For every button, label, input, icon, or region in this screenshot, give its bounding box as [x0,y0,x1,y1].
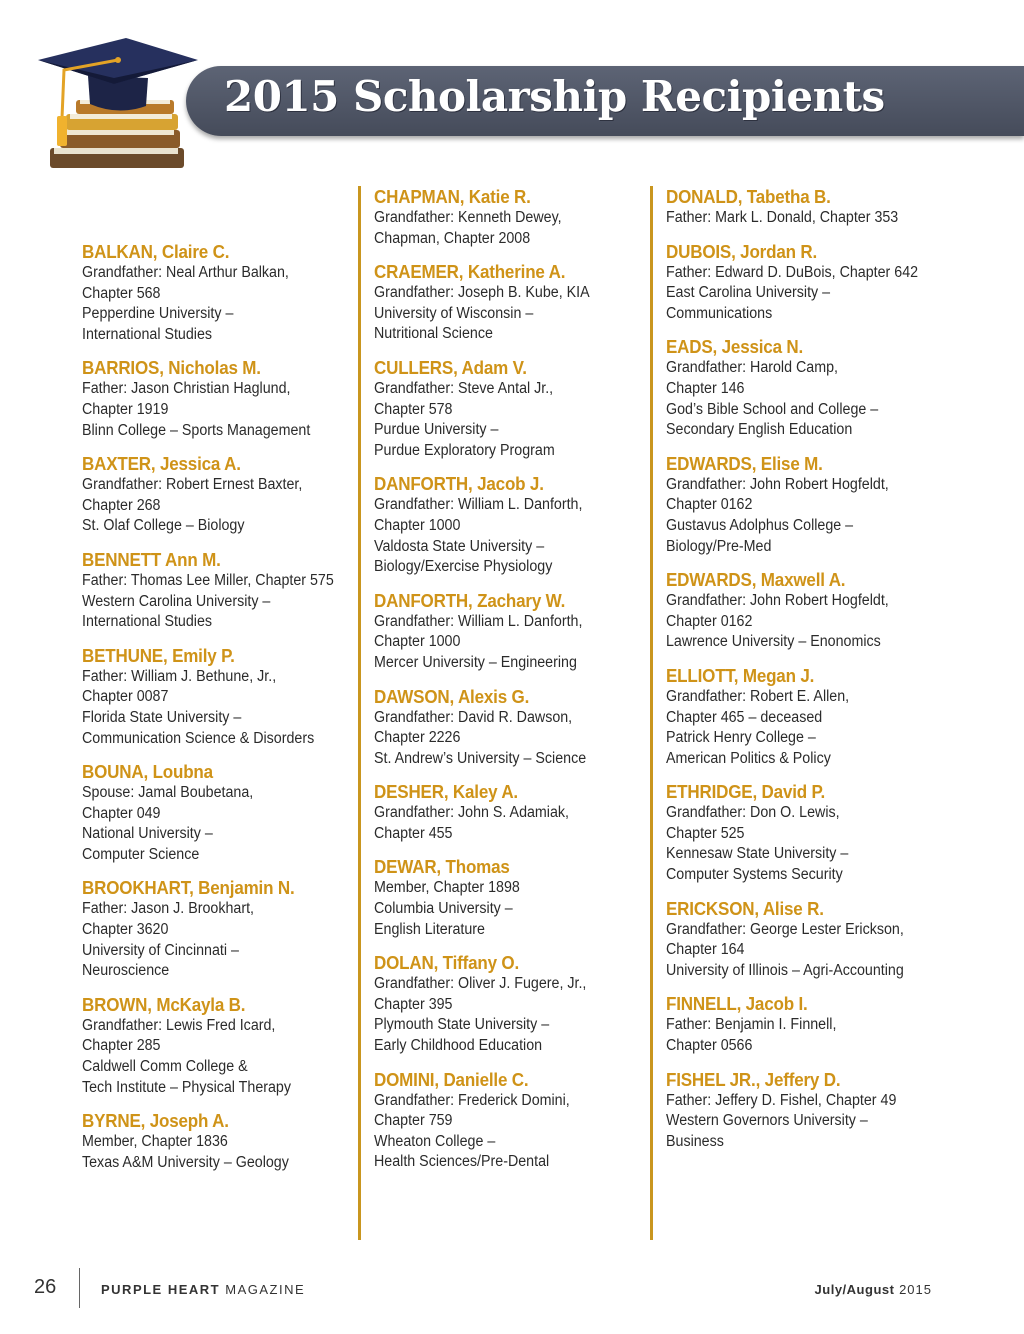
recipient-detail: Chapter 1000 [374,633,461,651]
recipient-detail: Grandfather: Oliver J. Fugere, Jr., [374,975,587,993]
recipient-entry [82,877,354,981]
recipient-detail: Kennesaw State University – [666,845,849,863]
recipient-detail: Biology/Exercise Physiology [374,558,553,576]
recipient-entry [374,1069,658,1173]
recipient-detail: Chapter 0162 [666,612,753,630]
recipient-detail: Business [666,1132,724,1150]
recipient-detail: Chapter 395 [374,995,453,1013]
recipient-detail: East Carolina University – [666,284,831,302]
recipient-name: DANFORTH, Zachary W. [374,589,566,611]
recipient-detail: Grandfather: William L. Danforth, [374,612,583,630]
recipient-name: BENNETT Ann M. [82,548,221,570]
recipient-detail: Grandfather: John S. Adamiak, [374,804,569,822]
recipient-name: DONALD, Tabetha B. [666,186,831,207]
recipient-name: DEWAR, Thomas [374,856,510,878]
recipient-detail: Western Carolina University – [82,592,271,610]
recipient-detail: Blinn College – Sports Management [82,421,311,439]
recipient-name: BETHUNE, Emily P. [82,644,235,666]
recipient-detail: Chapman, Chapter 2008 [374,229,531,247]
recipient-entry [666,336,956,440]
recipient-entry [374,952,658,1056]
recipient-detail: Chapter 455 [374,824,453,842]
recipient-detail: Chapter 0087 [82,688,169,706]
recipient-detail: Grandfather: Frederick Domini, [374,1091,570,1109]
recipient-name: DESHER, Kaley A. [374,781,518,803]
recipients-column-1 [82,241,354,1185]
page-title: 2015 Scholarship Recipients [224,72,885,121]
recipient-name: BALKAN, Claire C. [82,241,230,262]
recipient-detail: Chapter 3620 [82,921,169,939]
recipient-detail: English Literature [374,920,485,938]
recipient-detail: Chapter 465 – deceased [666,708,823,726]
recipient-detail: Lawrence University – Enonomics [666,633,881,651]
recipient-detail: Father: William J. Bethune, Jr., [82,667,277,685]
recipient-detail: National University – [82,825,213,843]
recipient-entry [374,357,658,461]
recipient-detail: Patrick Henry College – [666,729,816,747]
recipient-detail: Tech Institute – Physical Therapy [82,1078,291,1096]
recipient-name: CULLERS, Adam V. [374,356,527,378]
recipient-detail: Gustavus Adolphus College – [666,516,854,534]
recipient-entry [666,453,956,557]
recipient-detail: Grandfather: David R. Dawson, [374,708,573,726]
recipient-entry [374,856,658,940]
magazine-name-bold: PURPLE HEART [101,1282,221,1297]
recipient-entry [374,686,658,770]
recipient-detail: Member, Chapter 1836 [82,1133,228,1151]
recipient-detail: Chapter 268 [82,496,161,514]
recipient-detail: Secondary English Education [666,421,853,439]
recipient-detail: Chapter 285 [82,1037,161,1055]
recipient-detail: Chapter 049 [82,804,161,822]
recipient-entry [82,761,354,865]
recipient-name: ELLIOTT, Megan J. [666,664,815,686]
recipients-column-2 [358,186,658,1240]
recipient-name: DANFORTH, Jacob J. [374,473,544,495]
recipient-entry [82,645,354,749]
recipient-detail: Early Childhood Education [374,1037,543,1055]
recipient-entry [666,186,956,229]
recipient-detail: Father: Thomas Lee Miller, Chapter 575 [82,571,334,589]
magazine-name-rest: MAGAZINE [225,1282,306,1297]
recipient-name: CRAEMER, Katherine A. [374,261,566,283]
recipient-detail: Wheaton College – [374,1132,496,1150]
issue-months: July/August [814,1282,895,1297]
recipient-detail: Caldwell Comm College & [82,1058,248,1076]
recipient-detail: Chapter 525 [666,824,745,842]
recipient-name: EDWARDS, Elise M. [666,452,823,474]
footer-divider [79,1268,80,1308]
recipient-detail: St. Olaf College – Biology [82,517,245,535]
recipient-detail: Father: Edward D. DuBois, Chapter 642 [666,263,919,281]
recipient-entry [82,453,354,537]
recipient-name: CHAPMAN, Katie R. [374,186,531,207]
recipient-entry [82,1110,354,1173]
recipient-detail: Grandfather: Steve Antal Jr., [374,379,554,397]
recipient-detail: Grandfather: William L. Danforth, [374,496,583,514]
recipient-detail: Health Sciences/Pre-Dental [374,1153,550,1171]
recipient-name: ETHRIDGE, David P. [666,781,826,803]
recipient-entry [374,781,658,844]
recipient-detail: Valdosta State University – [374,537,545,555]
recipient-name: EADS, Jessica N. [666,336,804,358]
recipient-entry [666,898,956,982]
page-number: 26 [34,1276,57,1298]
magazine-name [101,1282,305,1297]
recipient-detail: Grandfather: Robert E. Allen, [666,687,850,705]
recipient-name: BARRIOS, Nicholas M. [82,357,261,379]
recipient-detail: Grandfather: Kenneth Dewey, [374,209,562,226]
recipient-detail: Western Governors University – [666,1112,868,1130]
recipient-name: BYRNE, Joseph A. [82,1110,229,1132]
recipient-detail: Mercer University – Engineering [374,653,577,671]
recipient-name: DOLAN, Tiffany O. [374,952,520,974]
recipient-detail: Chapter 1919 [82,400,169,418]
recipient-detail: Grandfather: Lewis Fred Icard, [82,1016,276,1034]
recipient-detail: Grandfather: Harold Camp, [666,359,838,377]
recipient-detail: Purdue University – [374,421,499,439]
recipient-detail: Chapter 2226 [374,729,461,747]
recipient-detail: Texas A&M University – Geology [82,1153,289,1171]
recipient-detail: Chapter 146 [666,379,745,397]
recipient-entry [374,473,658,577]
recipients-column-3 [650,186,956,1240]
recipient-name: BROWN, McKayla B. [82,993,246,1015]
recipient-detail: Communication Science & Disorders [82,729,315,747]
graduation-cap-books-icon [18,20,208,180]
recipient-detail: Florida State University – [82,708,242,726]
recipient-detail: Computer Science [82,845,200,863]
recipient-name: DAWSON, Alexis G. [374,685,530,707]
recipient-detail: Grandfather: Robert Ernest Baxter, [82,476,303,494]
issue-year: 2015 [899,1282,932,1297]
recipient-detail: Chapter 568 [82,284,161,302]
recipient-detail: International Studies [82,325,213,343]
recipient-name: BROOKHART, Benjamin N. [82,877,295,899]
recipient-name: DUBOIS, Jordan R. [666,240,818,262]
recipient-detail: Grandfather: George Lester Erickson, [666,920,904,938]
recipient-detail: Spouse: Jamal Boubetana, [82,784,254,802]
recipient-detail: Chapter 0566 [666,1037,753,1055]
recipient-detail: St. Andrew’s University – Science [374,749,587,767]
recipient-detail: Communications [666,304,773,322]
issue-date [815,1282,932,1297]
recipient-detail: Purdue Exploratory Program [374,441,555,459]
recipient-detail: Neuroscience [82,962,170,980]
recipient-detail: Plymouth State University – [374,1016,550,1034]
recipient-name: EDWARDS, Maxwell A. [666,569,846,591]
recipient-detail: Father: Jason Christian Haglund, [82,380,291,398]
recipient-detail: Grandfather: Neal Arthur Balkan, [82,264,289,281]
recipient-entry [666,993,956,1056]
recipient-detail: Father: Jason J. Brookhart, [82,900,254,918]
recipient-name: DOMINI, Danielle C. [374,1068,529,1090]
recipient-name: FISHEL JR., Jeffery D. [666,1068,841,1090]
recipient-detail: Chapter 164 [666,941,745,959]
recipient-detail: Nutritional Science [374,325,493,343]
recipient-detail: Pepperdine University – [82,305,234,323]
recipient-detail: Chapter 1000 [374,516,461,534]
recipient-detail: Father: Benjamin I. Finnell, [666,1016,837,1034]
recipient-entry [666,1069,956,1153]
recipient-detail: Father: Jeffery D. Fishel, Chapter 49 [666,1091,897,1109]
recipient-entry [82,357,354,441]
recipient-entry [666,569,956,653]
recipient-detail: Chapter 0162 [666,496,753,514]
recipient-detail: Father: Mark L. Donald, Chapter 353 [666,209,899,226]
recipient-detail: God’s Bible School and College – [666,400,879,418]
recipient-name: BAXTER, Jessica A. [82,453,241,475]
recipient-entry [374,261,658,345]
recipient-detail: Grandfather: Don O. Lewis, [666,804,840,822]
recipient-detail: Grandfather: John Robert Hogfeldt, [666,592,889,610]
recipient-detail: International Studies [82,613,213,631]
recipient-detail: University of Illinois – Agri-Accounting [666,961,904,979]
recipient-detail: Grandfather: Joseph B. Kube, KIA [374,284,590,302]
recipient-entry [374,186,658,249]
recipient-detail: Grandfather: John Robert Hogfeldt, [666,475,889,493]
recipient-entry [374,590,658,674]
recipient-detail: Chapter 578 [374,400,453,418]
recipient-entry [82,549,354,633]
recipient-detail: Columbia University – [374,900,513,918]
recipient-detail: University of Wisconsin – [374,304,534,322]
recipient-entry [666,665,956,769]
recipient-detail: Chapter 759 [374,1112,453,1130]
recipient-entry [82,994,354,1098]
recipient-detail: Biology/Pre-Med [666,537,772,555]
recipient-entry [82,241,354,345]
recipient-entry [666,781,956,885]
recipient-detail: University of Cincinnati – [82,941,239,959]
recipient-entry [666,241,956,325]
recipient-detail: American Politics & Policy [666,749,831,767]
recipient-detail: Member, Chapter 1898 [374,879,520,897]
recipient-detail: Computer Systems Security [666,866,843,884]
recipient-name: ERICKSON, Alise R. [666,897,824,919]
recipient-name: BOUNA, Loubna [82,761,213,783]
recipient-name: FINNELL, Jacob I. [666,993,808,1015]
